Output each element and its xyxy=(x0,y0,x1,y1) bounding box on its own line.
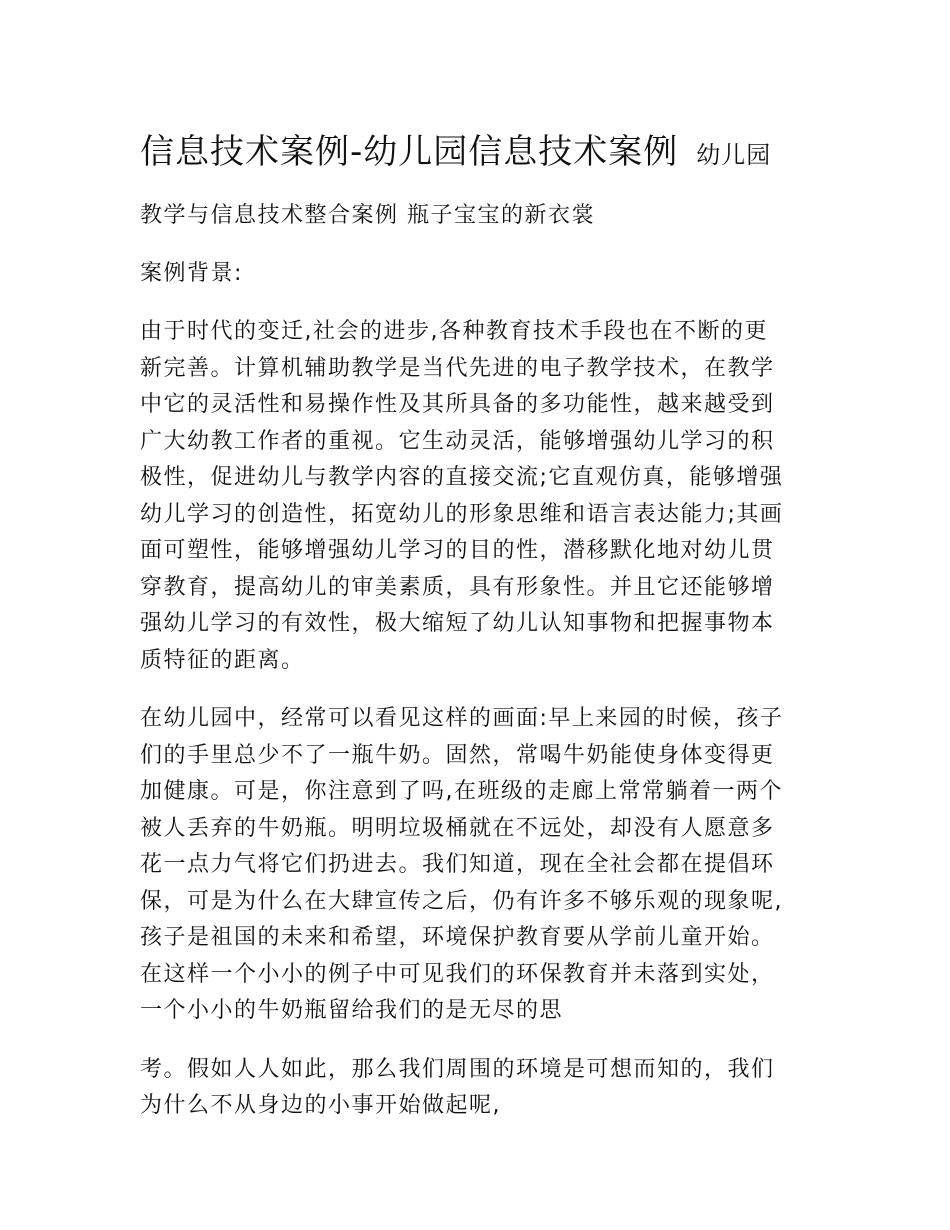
document-page xyxy=(140,124,812,1125)
paragraph-line: 孩子是祖国的未来和希望，环境保护教育要从学前儿童开始。 xyxy=(140,925,775,950)
paragraph-line: 穿教育，提高幼儿的审美素质，具有形象性。并且它还能够增 xyxy=(140,574,775,600)
document-title xyxy=(140,124,812,176)
paragraph-1 xyxy=(140,314,812,679)
paragraph-line: 由于时代的变迁,社会的进步,各种教育技术手段也在不断的更 xyxy=(140,319,768,344)
paragraph-line: 强幼儿学习的有效性，极大缩短了幼儿认知事物和把握事物本 xyxy=(140,611,775,636)
document-subtitle: 教学与信息技术整合案例 瓶子宝宝的新衣裳 xyxy=(140,203,595,228)
paragraph-line: 面可塑性，能够增强幼儿学习的目的性，潜移默化地对幼儿贯 xyxy=(140,538,775,563)
paragraph-line: 广大幼教工作者的重视。它生动灵活，能够增强幼儿学习的积 xyxy=(140,428,775,454)
title-main: 信息技术案例-幼儿园信息技术案例 xyxy=(140,132,679,172)
paragraph-line: 中它的灵活性和易操作性及其所具备的多功能性，越来越受到 xyxy=(140,392,775,417)
paragraph-line: 一个小小的牛奶瓶留给我们的是无尽的思 xyxy=(140,998,564,1023)
paragraph-line: 为什么不从身边的小事开始做起呢, xyxy=(140,1093,501,1118)
paragraph-3 xyxy=(140,1052,812,1125)
paragraph-line: 保，可是为什么在大肆宣传之后，仍有许多不够乐观的现象呢, xyxy=(140,888,783,914)
paragraph-line: 幼儿学习的创造性，拓宽幼儿的形象思维和语言表达能力;其画 xyxy=(140,501,784,527)
section-heading: 案例背景: xyxy=(140,261,243,286)
paragraph-line: 极性，促进幼儿与教学内容的直接交流;它直观仿真，能够增强 xyxy=(140,465,784,490)
paragraph-line: 花一点力气将它们扔进去。我们知道，现在全社会都在提倡环 xyxy=(140,852,775,877)
paragraph-line: 们的手里总少不了一瓶牛奶。固然，常喝牛奶能使身体变得更 xyxy=(140,742,775,768)
title-tail: 幼儿园 xyxy=(696,141,772,169)
paragraph-line: 被人丢弃的牛奶瓶。明明垃圾桶就在不远处，却没有人愿意多 xyxy=(140,815,775,841)
paragraph-line: 质特征的距离。 xyxy=(140,647,305,673)
paragraph-line: 在幼儿园中，经常可以看见这样的画面:早上来园的时候，孩子 xyxy=(140,706,784,731)
paragraph-line: 加健康。可是，你注意到了吗,在班级的走廊上常常躺着一两个 xyxy=(140,779,783,804)
paragraph-line: 考。假如人人如此，那么我们周围的环境是可想而知的，我们 xyxy=(140,1056,775,1082)
paragraph-2 xyxy=(140,701,812,1030)
paragraph-line: 新完善。计算机辅助教学是当代先进的电子教学技术，在教学 xyxy=(140,355,775,381)
paragraph-line: 在这样一个小小的例子中可见我们的环保教育并未落到实处， xyxy=(140,961,775,987)
